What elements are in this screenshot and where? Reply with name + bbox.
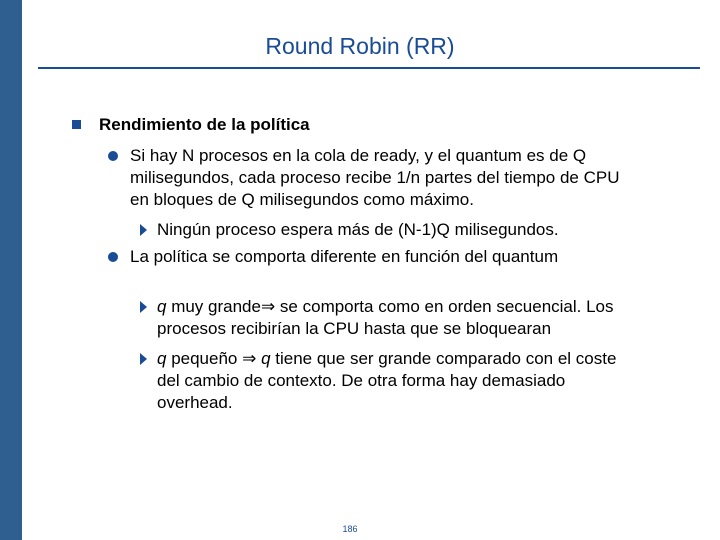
circle-bullet-icon (108, 252, 118, 262)
title-underline (38, 67, 700, 69)
q-symbol: q (157, 349, 167, 368)
square-bullet-icon (72, 120, 81, 129)
slide-sidebar (0, 0, 22, 540)
level1-text: Rendimiento de la política (99, 115, 310, 134)
sub-bullet-body: muy grande⇒ se comporta como en orden secuencial. Los procesos recibirían la CPU hasta que se bloquearan (157, 297, 614, 338)
sub-bullet-text (157, 296, 627, 340)
sub-bullet-text (157, 348, 627, 414)
q-symbol: q (157, 297, 167, 316)
triangle-bullet-icon (140, 353, 147, 365)
page-number: 186 (342, 524, 358, 534)
triangle-bullet-icon (140, 301, 147, 313)
q-symbol: q (261, 349, 271, 368)
sub-bullet-text: Ningún proceso espera más de (N-1)Q milisegundos. (157, 220, 559, 239)
slide-title: Round Robin (RR) (265, 33, 455, 59)
sub-bullet-body: tiene que ser grande comparado con el coste del cambio de contexto. De otra forma hay demasiado overhead. (157, 349, 617, 412)
bullet-text: Si hay N procesos en la cola de ready, y el quantum es de Q milisegundos, cada proceso recibe 1/n partes del tiempo de CPU en bloques de Q milisegundos como máximo. (130, 146, 620, 209)
circle-bullet-icon (108, 151, 118, 161)
sub-bullet-body: pequeño ⇒ (166, 349, 262, 368)
bullet-text: La política se comporta diferente en función del quantum (130, 247, 559, 266)
triangle-bullet-icon (140, 224, 147, 236)
